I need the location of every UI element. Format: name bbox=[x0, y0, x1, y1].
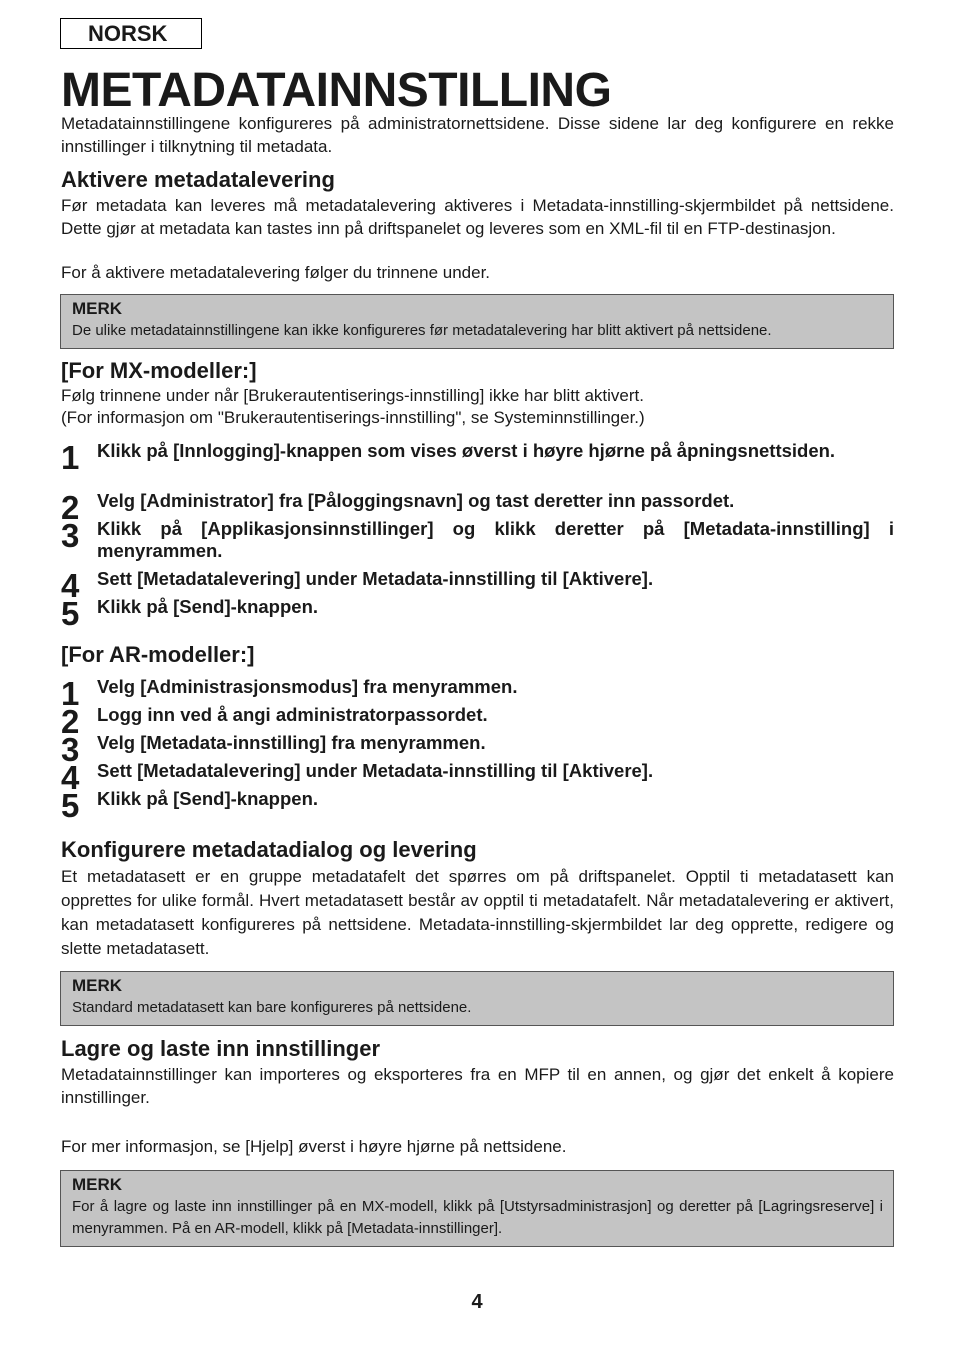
step-text: Velg [Administrator] fra [Påloggingsnavn] og tast deretter inn passordet. bbox=[97, 490, 735, 511]
save-paragraph-2: For mer informasjon, se [Hjelp] øverst i høyre hjørne på nettsidene. bbox=[61, 1137, 567, 1156]
language-tab: NORSK bbox=[60, 18, 202, 49]
step-text: Sett [Metadatalevering] under Metadata-innstilling til [Aktivere]. bbox=[97, 760, 654, 781]
note-title: MERK bbox=[72, 299, 123, 318]
step-text: Sett [Metadatalevering] under Metadata-innstilling til [Aktivere]. bbox=[97, 568, 654, 589]
page-number: 4 bbox=[471, 1291, 483, 1313]
step-number: 1 bbox=[61, 675, 80, 712]
configure-paragraph: Et metadatasett er en gruppe metadatafelt det spørres om på driftspanelet. Opptil ti metadatasett kan opprettes for ulike formål. Hvert metadatasett består av opptil ti metadatafelt. Når metadatalevering er aktivert, kan metadatasett konfigureres på nettsidene. Metadata-innstilling-skjermbildet lar deg opprette, redigere og slette metadatasett. bbox=[61, 867, 894, 958]
step-text: Logg inn ved å angi administratorpassordet. bbox=[97, 704, 488, 725]
page-title: METADATAINNSTILLING bbox=[61, 64, 612, 117]
heading-configure: Konfigurere metadatadialog og levering bbox=[61, 837, 477, 862]
step-text: Velg [Administrasjonsmodus] fra menyrammen. bbox=[97, 676, 518, 697]
step-number: 2 bbox=[61, 703, 80, 740]
note-box-save bbox=[60, 1170, 894, 1247]
note-title: MERK bbox=[72, 976, 123, 995]
step-text: Klikk på [Send]-knappen. bbox=[97, 596, 319, 617]
note-box-configure bbox=[60, 971, 894, 1026]
step-number: 3 bbox=[61, 517, 80, 554]
save-paragraph: Metadatainnstillinger kan importeres og eksporteres fra en MFP til en annen, og gjør det enkelt å kopiere innstillinger. bbox=[61, 1065, 894, 1107]
step-number: 4 bbox=[61, 759, 80, 796]
activate-paragraph: Før metadata kan leveres må metadatalevering aktiveres i Metadata-innstilling-skjermbildet på nettsidene. Dette gjør at metadata kan tastes inn på driftspanelet og leveres som en XML-fil til en FTP-destinasjon. bbox=[61, 196, 894, 238]
heading-ar-models: [For AR-modeller:] bbox=[61, 642, 255, 667]
step-text: Klikk på [Send]-knappen. bbox=[97, 788, 319, 809]
step-number: 2 bbox=[61, 489, 80, 526]
mx-line-1: Følg trinnene under når [Brukerautentiserings-innstilling] ikke har blitt aktivert. bbox=[61, 386, 644, 405]
intro-paragraph: Metadatainnstillingene konfigureres på administratornettsidene. Disse sidene lar deg konfigurere en rekke innstillinger i tilknytning til metadata. bbox=[61, 114, 894, 156]
step-number: 5 bbox=[61, 595, 80, 632]
note-body: De ulike metadatainnstillingene kan ikke konfigureres før metadatalevering har blitt aktivert på nettsidene. bbox=[72, 322, 772, 339]
note-body: For å lagre og laste inn innstillinger på en MX-modell, klikk på [Utstyrsadministrasjon] og deretter på [Lagringsreserve] i menyrammen. På en AR-modell, klikk på [Metadata-innstillinger]. bbox=[72, 1198, 883, 1237]
step-text: Klikk på [Innlogging]-knappen som vises øverst i høyre hjørne på åpningsnettsiden. bbox=[97, 440, 836, 461]
step-number: 1 bbox=[61, 439, 80, 476]
step-text: Velg [Metadata-innstilling] fra menyrammen. bbox=[97, 732, 486, 753]
note-body: Standard metadatasett kan bare konfigureres på nettsidene. bbox=[72, 999, 472, 1016]
heading-mx-models: [For MX-modeller:] bbox=[61, 358, 257, 383]
heading-save-load: Lagre og laste inn innstillinger bbox=[61, 1036, 381, 1061]
heading-activate: Aktivere metadatalevering bbox=[61, 167, 335, 192]
mx-line-2: (For informasjon om "Brukerautentiserings-innstilling", se Systeminnstillinger.) bbox=[61, 408, 645, 427]
step-number: 3 bbox=[61, 731, 80, 768]
step-number: 5 bbox=[61, 787, 80, 824]
note-title: MERK bbox=[72, 1175, 123, 1194]
step-text: Klikk på [Applikasjonsinnstillinger] og klikk deretter på [Metadata-innstilling] i menyrammen. bbox=[97, 518, 894, 561]
step-number: 4 bbox=[61, 567, 80, 604]
activate-paragraph-2: For å aktivere metadatalevering følger du trinnene under. bbox=[61, 263, 491, 282]
note-box-activate bbox=[60, 294, 894, 349]
